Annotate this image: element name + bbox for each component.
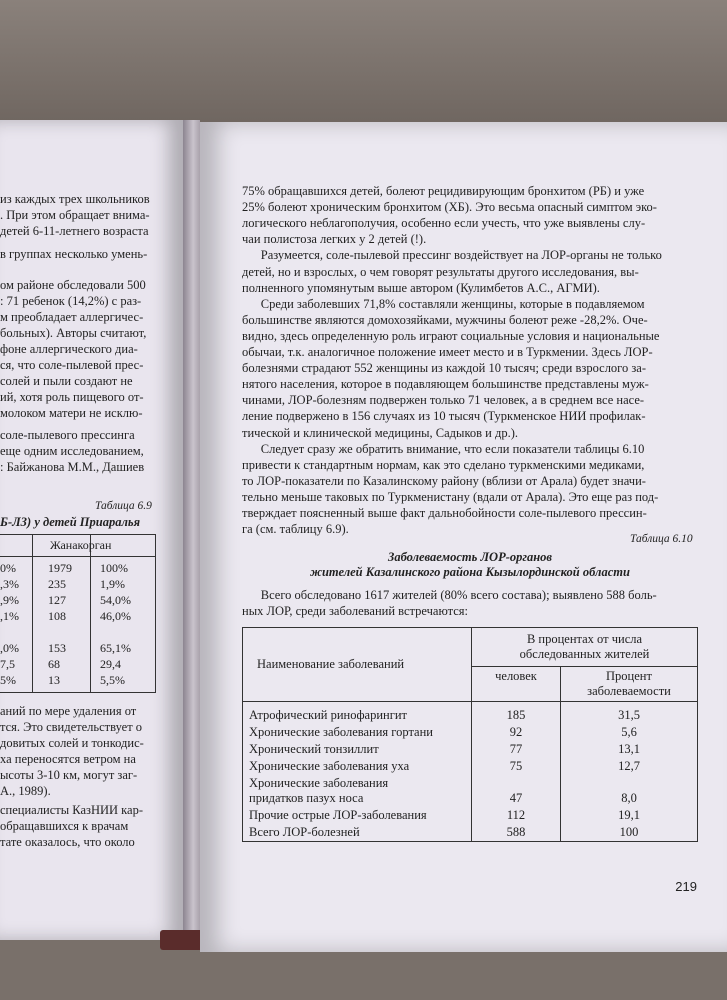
right-page xyxy=(200,122,727,952)
right-table-title-2: жителей Казалинского района Кызылординской области xyxy=(310,565,630,579)
people-count: 77 xyxy=(472,741,561,758)
right-table-title-1: Заболеваемость ЛОР-органов xyxy=(387,550,553,564)
table-row xyxy=(243,824,698,842)
left-table-cell: ,1% xyxy=(0,609,19,623)
paragraph-line: полненного упомянутым выше автором (Кулимбетов А.С., АГМИ). xyxy=(242,280,600,295)
left-text-line: довитых солей и тонкодис- xyxy=(0,736,144,750)
left-text-line: еще одним исследованием, xyxy=(0,444,144,458)
left-table-title: Б-ЛЗ) у детей Приаралья xyxy=(0,515,141,529)
left-table-cell: 235 xyxy=(48,577,66,591)
disease-name-text: Атрофический ринофарингит xyxy=(249,708,408,722)
left-text-line: в группах несколько умень- xyxy=(0,247,148,261)
left-table-cell: 153 xyxy=(48,641,66,655)
left-table-header: Жанакорган xyxy=(50,538,112,552)
left-table-cell: 108 xyxy=(48,609,66,623)
paragraph-line: ление подвержено в 156 случаях из 10 тысяч (Туркменское НИИ профилак- xyxy=(242,409,646,424)
paragraph-line: Среди заболевших 71,8% составляли женщины, которые в подавляемом xyxy=(242,296,645,311)
disease-name-text: Хронический тонзиллит xyxy=(249,742,379,756)
left-text-line: ысоты 3-10 км, могут заг- xyxy=(0,768,138,782)
paragraph-line: 75% обращавшихся детей, болеют рецидивирующим бронхитом (РБ) и уже xyxy=(242,184,645,198)
left-text-line: аний по мере удаления от xyxy=(0,704,137,718)
paragraph-line: логического неблагополучия, особенно если учесть, что уже выявлены слу- xyxy=(242,216,646,231)
percent-value: 12,7 xyxy=(561,758,698,775)
paragraph-line: га (см. таблицу 6.9). xyxy=(242,522,349,537)
left-table-cell: 1979 xyxy=(48,561,72,575)
left-text-line: детей 6-11-летнего возраста xyxy=(0,224,149,238)
header-people: человек xyxy=(472,667,561,702)
left-page xyxy=(0,120,183,940)
left-text-line: ий, хотя роль пищевого от- xyxy=(0,390,144,404)
percent-value: 5,6 xyxy=(561,724,698,741)
paragraph-line: нятого населения, которое в подавляющем большинстве представлены муж- xyxy=(242,377,649,392)
left-table-cell: 65,1% xyxy=(100,641,131,655)
left-text-line: из каждых трех школьников xyxy=(0,192,150,206)
left-text-line: солей и пыли создают не xyxy=(0,374,133,388)
background-shadow xyxy=(0,0,727,125)
left-table-cell: 127 xyxy=(48,593,66,607)
table-row xyxy=(243,702,698,725)
left-table-cell: ,9% xyxy=(0,593,19,607)
book-gutter xyxy=(183,120,200,945)
left-table-cell: 13 xyxy=(48,673,60,687)
header-percent-line-2: заболеваемости xyxy=(587,684,671,698)
left-text-line: молоком матери не исклю- xyxy=(0,406,143,420)
table-row xyxy=(243,775,698,807)
disease-name xyxy=(243,702,472,725)
header-name: Наименование заболеваний xyxy=(243,628,472,702)
right-table-caption: Таблица 6.10 xyxy=(630,533,693,545)
paragraph-line: чинами, ЛОР-болезням подвержен только 71 человек, а в среднем все насе- xyxy=(242,393,645,408)
paragraph-line: видно, здесь определенную роль играют социальные условия и национальные xyxy=(242,328,660,343)
left-text-line: ся, что соле-пылевой прес- xyxy=(0,358,144,372)
paragraph-line: Разумеется, соле-пылевой прессинг воздействует на ЛОР-органы не только xyxy=(242,248,662,263)
left-table-cell: 5,5% xyxy=(100,673,125,687)
left-table-cell: 100% xyxy=(100,561,128,575)
disease-name-text: Хронические заболевания гортани xyxy=(249,725,433,739)
disease-name-text: Хронические заболевания xyxy=(249,776,389,790)
header-group-line-1: В процентах от числа xyxy=(526,632,643,646)
people-count: 75 xyxy=(472,758,561,775)
disease-name-text: Прочие острые ЛОР-заболевания xyxy=(249,808,427,822)
people-count: 588 xyxy=(472,824,561,842)
left-text-line: соле-пылевого прессинга xyxy=(0,428,135,442)
people-count: 92 xyxy=(472,724,561,741)
paragraph-line: 25% болеют хроническим бронхитом (ХБ). Это весьма опасный симптом эко- xyxy=(242,200,657,215)
paragraph-line: тической и клинической медицины, Садыков и др.). xyxy=(242,425,518,440)
left-text-line: А., 1989). xyxy=(0,784,51,798)
paragraph-line: тельно меньше таковых по Туркменистану (вдали от Арала). Это еще раз под- xyxy=(242,489,659,504)
left-text-line: . При этом обращает внима- xyxy=(0,208,150,222)
header-percent-line-1: Процент xyxy=(606,669,652,683)
left-text-line: специалисты КазНИИ кар- xyxy=(0,803,143,817)
left-text-line: : Байжанова М.М., Дашиев xyxy=(0,460,145,474)
left-text-line: больных). Авторы считают, xyxy=(0,326,147,340)
people-count: 112 xyxy=(472,807,561,824)
disease-name xyxy=(243,824,472,842)
left-table-cell: 29,4 xyxy=(100,657,121,671)
paragraph-line: Следует сразу же обратить внимание, что если показатели таблицы 6.10 xyxy=(242,441,645,456)
paragraph-line: большинстве являются домохозяйками, мужчины болеют реже -28,2%. Оче- xyxy=(242,312,648,327)
paragraph-line: тверждает поясненный выше факт дальнобойности соле-пылевого прессин- xyxy=(242,506,647,520)
disease-name-text: Всего ЛОР-болезней xyxy=(249,825,360,839)
paragraph-line: болезнями страдают 552 женщины из каждой 10 тысяч; среди взрослого за- xyxy=(242,361,647,376)
disease-table xyxy=(242,627,698,842)
disease-name xyxy=(243,775,472,807)
left-text-line: тате оказалось, что около xyxy=(0,835,135,849)
intro-line-2: ных ЛОР, среди заболеваний встречаются: xyxy=(242,604,469,618)
left-table-cell: 1,9% xyxy=(100,577,125,591)
paragraph-line: детей, но и взрослых, о чем говорят результаты другого исследования, вы- xyxy=(242,264,639,279)
left-table-caption: Таблица 6.9 xyxy=(95,500,152,512)
left-table-cell: ,3% xyxy=(0,577,19,591)
people-count: 185 xyxy=(472,702,561,725)
paragraph-line: чаи полистоза легких у 2 детей (!). xyxy=(242,232,427,247)
left-table-cell: ,0% xyxy=(0,641,19,655)
left-text-line: ха переносятся ветром на xyxy=(0,752,136,766)
left-text-line: тся. Это свидетельствует о xyxy=(0,720,143,734)
left-table-cell: 46,0% xyxy=(100,609,131,623)
left-text-line: фоне аллергического диа- xyxy=(0,342,138,356)
table-row xyxy=(243,741,698,758)
header-percent xyxy=(561,667,698,702)
header-group-line-2: обследованных жителей xyxy=(519,647,650,661)
disease-name-text: Хронические заболевания уха xyxy=(249,759,410,773)
percent-value: 13,1 xyxy=(561,741,698,758)
left-table xyxy=(0,534,156,693)
table-row xyxy=(243,724,698,741)
left-text-line: м преобладает аллергичес- xyxy=(0,310,144,324)
percent-value: 31,5 xyxy=(561,702,698,725)
disease-name xyxy=(243,807,472,824)
left-table-cell: 5% xyxy=(0,673,16,687)
left-text-line: обращавшихся к врачам xyxy=(0,819,129,833)
left-table-cell: 54,0% xyxy=(100,593,131,607)
disease-name xyxy=(243,724,472,741)
intro-line-1: Всего обследовано 1617 жителей (80% всего состава); выявлено 588 боль- xyxy=(242,588,657,602)
page-number: 219 xyxy=(675,879,697,894)
paragraph-line: привести к стандартным нормам, как это сделано туркменскими медиками, xyxy=(242,457,645,472)
disease-name xyxy=(243,741,472,758)
left-table-cell: 0% xyxy=(0,561,16,575)
left-table-cell: 68 xyxy=(48,657,60,671)
paragraph-line: обычаи, т.к. аналогичное положение имеет место и в Туркмении. Здесь ЛОР- xyxy=(242,345,653,359)
percent-value: 19,1 xyxy=(561,807,698,824)
left-text-line: ом районе обследовали 500 xyxy=(0,278,146,292)
people-count: 47 xyxy=(472,775,561,807)
header-group xyxy=(472,628,698,667)
left-table-cell: 7,5 xyxy=(0,657,15,671)
left-text-line: : 71 ребенок (14,2%) с раз- xyxy=(0,294,142,308)
percent-value: 8,0 xyxy=(561,775,698,807)
table-row xyxy=(243,758,698,775)
disease-name xyxy=(243,758,472,775)
disease-name-text: придатков пазух носа xyxy=(249,791,364,805)
table-row xyxy=(243,807,698,824)
percent-value: 100 xyxy=(561,824,698,842)
paragraph-line: то ЛОР-показатели по Казалинскому району (вблизи от Арала) будет значи- xyxy=(242,473,646,488)
